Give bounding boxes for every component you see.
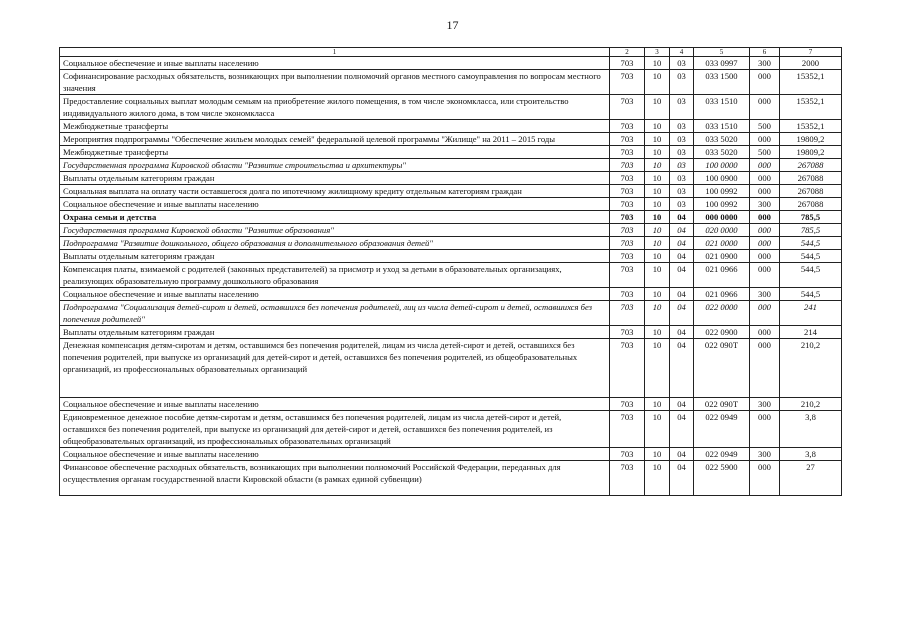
- table-row: [60, 211, 842, 224]
- row-amount-cell: 214: [780, 326, 842, 339]
- row-name-cell: Охрана семьи и детства: [60, 211, 610, 224]
- table-row: [60, 263, 842, 288]
- row-name-cell: Подпрограмма "Развитие дошкольного, общего образования и дополнительного образования детей": [60, 237, 610, 250]
- row-target-article-cell: 033 1500: [694, 70, 750, 95]
- table-row: [60, 172, 842, 185]
- table-row: [60, 70, 842, 95]
- table-row: [60, 146, 842, 159]
- row-name-cell: Социальное обеспечение и иные выплаты населению: [60, 398, 610, 411]
- header-col-7: 7: [780, 48, 842, 57]
- row-expense-type-cell: 000: [750, 263, 780, 288]
- row-expense-type-cell: 300: [750, 398, 780, 411]
- table-row: [60, 326, 842, 339]
- row-ministry-code-cell: 703: [610, 263, 645, 288]
- row-subsection-cell: 04: [670, 411, 694, 448]
- row-amount-cell: 15352,1: [780, 95, 842, 120]
- row-ministry-code-cell: 703: [610, 133, 645, 146]
- row-name-cell: Выплаты отдельным категориям граждан: [60, 172, 610, 185]
- row-target-article-cell: 100 0992: [694, 198, 750, 211]
- row-subsection-cell: 03: [670, 57, 694, 70]
- row-subsection-cell: 03: [670, 95, 694, 120]
- row-expense-type-cell: 000: [750, 211, 780, 224]
- row-section-cell: 10: [645, 224, 670, 237]
- table-body: [60, 48, 842, 496]
- row-expense-type-cell: 300: [750, 288, 780, 301]
- row-target-article-cell: 022 090Т: [694, 339, 750, 398]
- row-expense-type-cell: 000: [750, 172, 780, 185]
- header-col-2: 2: [610, 48, 645, 57]
- row-name-cell: Межбюджетные трансферты: [60, 146, 610, 159]
- row-section-cell: 10: [645, 237, 670, 250]
- row-ministry-code-cell: 703: [610, 461, 645, 496]
- row-section-cell: 10: [645, 146, 670, 159]
- row-amount-cell: 267088: [780, 185, 842, 198]
- header-col-4: 4: [670, 48, 694, 57]
- row-ministry-code-cell: 703: [610, 198, 645, 211]
- row-subsection-cell: 04: [670, 263, 694, 288]
- row-subsection-cell: 04: [670, 461, 694, 496]
- row-subsection-cell: 04: [670, 398, 694, 411]
- row-target-article-cell: 022 0949: [694, 411, 750, 448]
- row-name-cell: Государственная программа Кировской области "Развитие строительства и архитектуры": [60, 159, 610, 172]
- row-name-cell: Подпрограмма "Социализация детей-сирот и детей, оставшихся без попечения родителей, лиц из числа детей-сирот и детей, оставшихся без попечения родителей": [60, 301, 610, 326]
- row-name-cell: Социальная выплата на оплату части оставшегося долга по ипотечному жилищному кредиту отдельным категориям граждан: [60, 185, 610, 198]
- table-row: [60, 398, 842, 411]
- table-row: [60, 224, 842, 237]
- row-amount-cell: 544,5: [780, 250, 842, 263]
- row-name-cell: Выплаты отдельным категориям граждан: [60, 250, 610, 263]
- header-col-3: 3: [645, 48, 670, 57]
- row-target-article-cell: 021 0966: [694, 263, 750, 288]
- row-name-cell: Единовременное денежное пособие детям-сиротам и детям, оставшимся без попечения родителей, лицам из числа детей-сирот и детей, оставшихся без попечения родителей, при выпуске из организаций для детей-сирот и детей, оставшихся без попечения родителей, из общеобразовательных организаций, из профессиональных образовательных организаций: [60, 411, 610, 448]
- table-row: [60, 133, 842, 146]
- row-expense-type-cell: 000: [750, 159, 780, 172]
- row-subsection-cell: 04: [670, 288, 694, 301]
- row-amount-cell: 19809,2: [780, 146, 842, 159]
- row-amount-cell: 785,5: [780, 211, 842, 224]
- row-subsection-cell: 03: [670, 185, 694, 198]
- row-target-article-cell: 022 090Т: [694, 398, 750, 411]
- row-subsection-cell: 03: [670, 133, 694, 146]
- row-target-article-cell: 100 0000: [694, 159, 750, 172]
- row-target-article-cell: 100 0900: [694, 172, 750, 185]
- row-amount-cell: 2000: [780, 57, 842, 70]
- row-expense-type-cell: 000: [750, 461, 780, 496]
- row-amount-cell: 210,2: [780, 339, 842, 398]
- row-subsection-cell: 04: [670, 301, 694, 326]
- row-subsection-cell: 03: [670, 120, 694, 133]
- row-amount-cell: 785,5: [780, 224, 842, 237]
- header-col-5: 5: [694, 48, 750, 57]
- row-section-cell: 10: [645, 250, 670, 263]
- row-name-cell: Компенсация платы, взимаемой с родителей (законных представителей) за присмотр и уход за детьми в образовательных организациях, реализующих образовательную программу дошкольного образования: [60, 263, 610, 288]
- row-ministry-code-cell: 703: [610, 250, 645, 263]
- row-section-cell: 10: [645, 288, 670, 301]
- row-section-cell: 10: [645, 133, 670, 146]
- row-subsection-cell: 03: [670, 70, 694, 95]
- row-name-cell: Социальное обеспечение и иные выплаты населению: [60, 448, 610, 461]
- row-ministry-code-cell: 703: [610, 172, 645, 185]
- table-row: [60, 185, 842, 198]
- table-row: [60, 120, 842, 133]
- row-amount-cell: 27: [780, 461, 842, 496]
- row-amount-cell: 544,5: [780, 237, 842, 250]
- row-section-cell: 10: [645, 120, 670, 133]
- row-section-cell: 10: [645, 398, 670, 411]
- row-amount-cell: 15352,1: [780, 70, 842, 95]
- table-row: [60, 301, 842, 326]
- table-row: [60, 288, 842, 301]
- row-section-cell: 10: [645, 95, 670, 120]
- table-row: [60, 411, 842, 448]
- table-row: [60, 339, 842, 398]
- row-ministry-code-cell: 703: [610, 326, 645, 339]
- row-section-cell: 10: [645, 159, 670, 172]
- row-ministry-code-cell: 703: [610, 224, 645, 237]
- row-ministry-code-cell: 703: [610, 301, 645, 326]
- row-expense-type-cell: 000: [750, 411, 780, 448]
- row-name-cell: Предоставление социальных выплат молодым семьям на приобретение жилого помещения, в том числе экономкласса, или строительство индивидуального жилого дома, в том числе экономкласса: [60, 95, 610, 120]
- row-subsection-cell: 03: [670, 159, 694, 172]
- row-subsection-cell: 04: [670, 224, 694, 237]
- row-subsection-cell: 04: [670, 448, 694, 461]
- row-ministry-code-cell: 703: [610, 120, 645, 133]
- row-expense-type-cell: 000: [750, 237, 780, 250]
- row-ministry-code-cell: 703: [610, 211, 645, 224]
- row-amount-cell: 544,5: [780, 288, 842, 301]
- row-target-article-cell: 021 0900: [694, 250, 750, 263]
- row-subsection-cell: 04: [670, 237, 694, 250]
- budget-table: [59, 47, 842, 496]
- row-name-cell: Финансовое обеспечение расходных обязательств, возникающих при выполнении полномочий Российской Федерации, переданных для осуществления органам государственной власти Кировской области (в рамках единой субвенции): [60, 461, 610, 496]
- row-subsection-cell: 04: [670, 326, 694, 339]
- row-expense-type-cell: 000: [750, 133, 780, 146]
- row-section-cell: 10: [645, 326, 670, 339]
- row-section-cell: 10: [645, 263, 670, 288]
- row-ministry-code-cell: 703: [610, 237, 645, 250]
- row-target-article-cell: 000 0000: [694, 211, 750, 224]
- row-expense-type-cell: 000: [750, 326, 780, 339]
- row-section-cell: 10: [645, 198, 670, 211]
- row-section-cell: 10: [645, 448, 670, 461]
- table-row: [60, 95, 842, 120]
- row-subsection-cell: 04: [670, 339, 694, 398]
- row-target-article-cell: 033 5020: [694, 146, 750, 159]
- row-ministry-code-cell: 703: [610, 57, 645, 70]
- row-amount-cell: 267088: [780, 172, 842, 185]
- row-expense-type-cell: 000: [750, 70, 780, 95]
- row-amount-cell: 544,5: [780, 263, 842, 288]
- row-ministry-code-cell: 703: [610, 339, 645, 398]
- row-section-cell: 10: [645, 301, 670, 326]
- row-target-article-cell: 033 1510: [694, 95, 750, 120]
- row-target-article-cell: 033 0997: [694, 57, 750, 70]
- row-expense-type-cell: 300: [750, 448, 780, 461]
- row-ministry-code-cell: 703: [610, 70, 645, 95]
- row-target-article-cell: 021 0966: [694, 288, 750, 301]
- row-amount-cell: 267088: [780, 159, 842, 172]
- table-row: [60, 461, 842, 496]
- row-target-article-cell: 021 0000: [694, 237, 750, 250]
- row-section-cell: 10: [645, 211, 670, 224]
- row-target-article-cell: 022 0000: [694, 301, 750, 326]
- row-name-cell: Софинансирование расходных обязательств, возникающих при выполнении полномочий органов местного самоуправления по вопросам местного значения: [60, 70, 610, 95]
- row-amount-cell: 210,2: [780, 398, 842, 411]
- row-expense-type-cell: 500: [750, 120, 780, 133]
- row-subsection-cell: 03: [670, 198, 694, 211]
- header-col-1: 1: [60, 48, 610, 57]
- row-expense-type-cell: 000: [750, 339, 780, 398]
- table-row: [60, 237, 842, 250]
- row-target-article-cell: 033 1510: [694, 120, 750, 133]
- row-target-article-cell: 022 5900: [694, 461, 750, 496]
- row-target-article-cell: 020 0000: [694, 224, 750, 237]
- row-name-cell: Государственная программа Кировской области "Развитие образования": [60, 224, 610, 237]
- table-row: [60, 198, 842, 211]
- row-target-article-cell: 022 0949: [694, 448, 750, 461]
- row-amount-cell: 3,8: [780, 411, 842, 448]
- row-subsection-cell: 04: [670, 250, 694, 263]
- row-section-cell: 10: [645, 411, 670, 448]
- row-section-cell: 10: [645, 57, 670, 70]
- row-subsection-cell: 03: [670, 146, 694, 159]
- row-name-cell: Социальное обеспечение и иные выплаты населению: [60, 198, 610, 211]
- row-ministry-code-cell: 703: [610, 185, 645, 198]
- row-name-cell: Межбюджетные трансферты: [60, 120, 610, 133]
- row-subsection-cell: 03: [670, 172, 694, 185]
- row-name-cell: Социальное обеспечение и иные выплаты населению: [60, 57, 610, 70]
- row-ministry-code-cell: 703: [610, 95, 645, 120]
- row-expense-type-cell: 000: [750, 185, 780, 198]
- row-ministry-code-cell: 703: [610, 398, 645, 411]
- row-section-cell: 10: [645, 461, 670, 496]
- row-ministry-code-cell: 703: [610, 411, 645, 448]
- row-name-cell: Денежная компенсация детям-сиротам и детям, оставшимся без попечения родителей, лицам из числа детей-сирот и детей, оставшихся без попечения родителей, при выпуске из организаций для детей-сирот и детей, оставшихся без попечения родителей, из общеобразовательных организаций, из профессиональных образовательных организаций: [60, 339, 610, 398]
- row-expense-type-cell: 300: [750, 57, 780, 70]
- row-section-cell: 10: [645, 185, 670, 198]
- page-number: 17: [446, 18, 459, 32]
- row-target-article-cell: 100 0992: [694, 185, 750, 198]
- row-subsection-cell: 04: [670, 211, 694, 224]
- row-amount-cell: 267088: [780, 198, 842, 211]
- row-name-cell: Социальное обеспечение и иные выплаты населению: [60, 288, 610, 301]
- row-expense-type-cell: 000: [750, 250, 780, 263]
- table-row: [60, 250, 842, 263]
- row-target-article-cell: 022 0900: [694, 326, 750, 339]
- table-row: [60, 57, 842, 70]
- row-ministry-code-cell: 703: [610, 146, 645, 159]
- row-section-cell: 10: [645, 70, 670, 95]
- row-amount-cell: 19809,2: [780, 133, 842, 146]
- row-name-cell: Выплаты отдельным категориям граждан: [60, 326, 610, 339]
- row-target-article-cell: 033 5020: [694, 133, 750, 146]
- row-expense-type-cell: 500: [750, 146, 780, 159]
- table-header-row: [60, 48, 842, 57]
- row-amount-cell: 3,8: [780, 448, 842, 461]
- row-ministry-code-cell: 703: [610, 448, 645, 461]
- row-amount-cell: 15352,1: [780, 120, 842, 133]
- row-section-cell: 10: [645, 339, 670, 398]
- row-ministry-code-cell: 703: [610, 159, 645, 172]
- row-expense-type-cell: 300: [750, 198, 780, 211]
- table-row: [60, 448, 842, 461]
- row-expense-type-cell: 000: [750, 95, 780, 120]
- row-amount-cell: 241: [780, 301, 842, 326]
- row-name-cell: Мероприятия подпрограммы "Обеспечение жильем молодых семей" федеральной целевой программы "Жилище" на 2011 – 2015 годы: [60, 133, 610, 146]
- row-expense-type-cell: 000: [750, 301, 780, 326]
- row-expense-type-cell: 000: [750, 224, 780, 237]
- table-row: [60, 159, 842, 172]
- row-section-cell: 10: [645, 172, 670, 185]
- header-col-6: 6: [750, 48, 780, 57]
- row-ministry-code-cell: 703: [610, 288, 645, 301]
